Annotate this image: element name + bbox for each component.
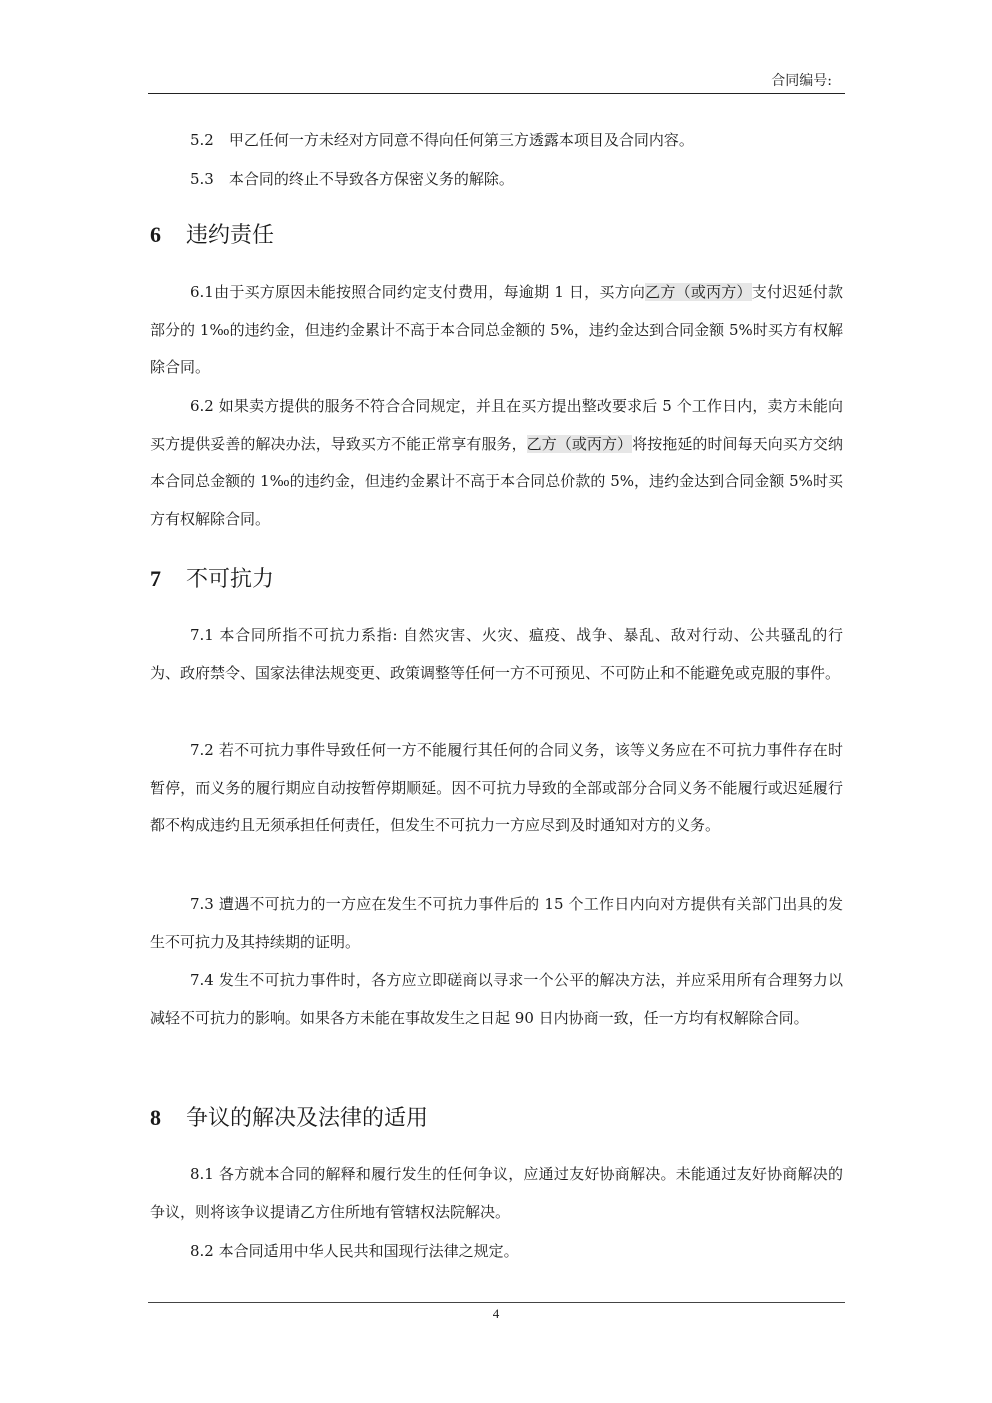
clause-8-2: 8.2 本合同适用中华人民共和国现行法律之规定。	[190, 1242, 519, 1260]
clause-7-1: 7.1 本合同所指不可抗力系指: 自然灾害、火灾、瘟疫、战争、暴乱、敌对行动、公共骚乱的行为、政府禁令、国家法律法规变更、政策调整等任何一方不可预见、不可防止和不能避免或克服的事件。	[150, 626, 843, 682]
footer-divider	[148, 1302, 845, 1303]
section-number: 7	[150, 566, 161, 591]
highlighted-party: 乙方（或丙方）	[645, 283, 752, 301]
contract-number-label: 合同编号:	[771, 73, 832, 89]
clause-6-2	[150, 388, 843, 538]
section-8-heading	[150, 1103, 428, 1134]
clause-5-2: 5.2 甲乙任何一方未经对方同意不得向任何第三方透露本项目及合同内容。	[190, 131, 694, 149]
section-title: 争议的解决及法律的适用	[186, 1106, 429, 1131]
clause-7-4: 7.4 发生不可抗力事件时，各方应立即磋商以寻求一个公平的解决方法，并应采用所有合理努力以减轻不可抗力的影响。如果各方未能在事故发生之日起 90 日内协商一致，任一方均有权解除合同。	[150, 971, 843, 1027]
section-title: 不可抗力	[186, 567, 275, 592]
section-number: 6	[150, 222, 161, 247]
section-7-heading	[150, 564, 274, 595]
clause-text: 6.2 如果卖方提供的服务不符合合同规定，并且在买方提出整改要求后 5 个工作日内，卖方未能向买方提供妥善的解决办法，导致买方不能正常享有服务，	[150, 397, 843, 453]
section-6-heading	[150, 220, 274, 251]
page-number: 4	[492, 1306, 500, 1321]
clause-7-3: 7.3 遭遇不可抗力的一方应在发生不可抗力事件后的 15 个工作日内向对方提供有关部门出具的发生不可抗力及其持续期的证明。	[150, 895, 843, 951]
section-number: 8	[150, 1105, 161, 1130]
clause-8-1: 8.1 各方就本合同的解释和履行发生的任何争议，应通过友好协商解决。未能通过友好协商解决的争议，则将该争议提请乙方住所地有管辖权法院解决。	[150, 1165, 843, 1221]
clause-text: 支付迟延付款部分的 1‰的违约金，但违约金累计不高于本合同总金额的 5%，违约金达到合同金额 5%时买方有权解除合同。	[150, 283, 843, 376]
header-divider	[148, 93, 845, 94]
clause-text: 6.1由于买方原因未能按照合同约定支付费用，每逾期 1 日，买方向	[190, 283, 646, 301]
clause-6-1	[150, 274, 843, 387]
clause-5-3: 5.3 本合同的终止不导致各方保密义务的解除。	[190, 170, 514, 188]
highlighted-party: 乙方（或丙方）	[526, 434, 633, 453]
section-title: 违约责任	[186, 223, 275, 248]
clause-7-2: 7.2 若不可抗力事件导致任何一方不能履行其任何的合同义务，该等义务应在不可抗力事件存在时暂停，而义务的履行期应自动按暂停期顺延。因不可抗力导致的全部或部分合同义务不能履行或迟延履行都不构成违约且无须承担任何责任，但发生不可抗力一方应尽到及时通知对方的义务。	[150, 741, 843, 834]
clause-text: 将按拖延的时间每天向买方交纳本合同总金额的 1‰的违约金，但违约金累计不高于本合同总价款的 5%，违约金达到合同金额 5%时买方有权解除合同。	[150, 434, 843, 528]
